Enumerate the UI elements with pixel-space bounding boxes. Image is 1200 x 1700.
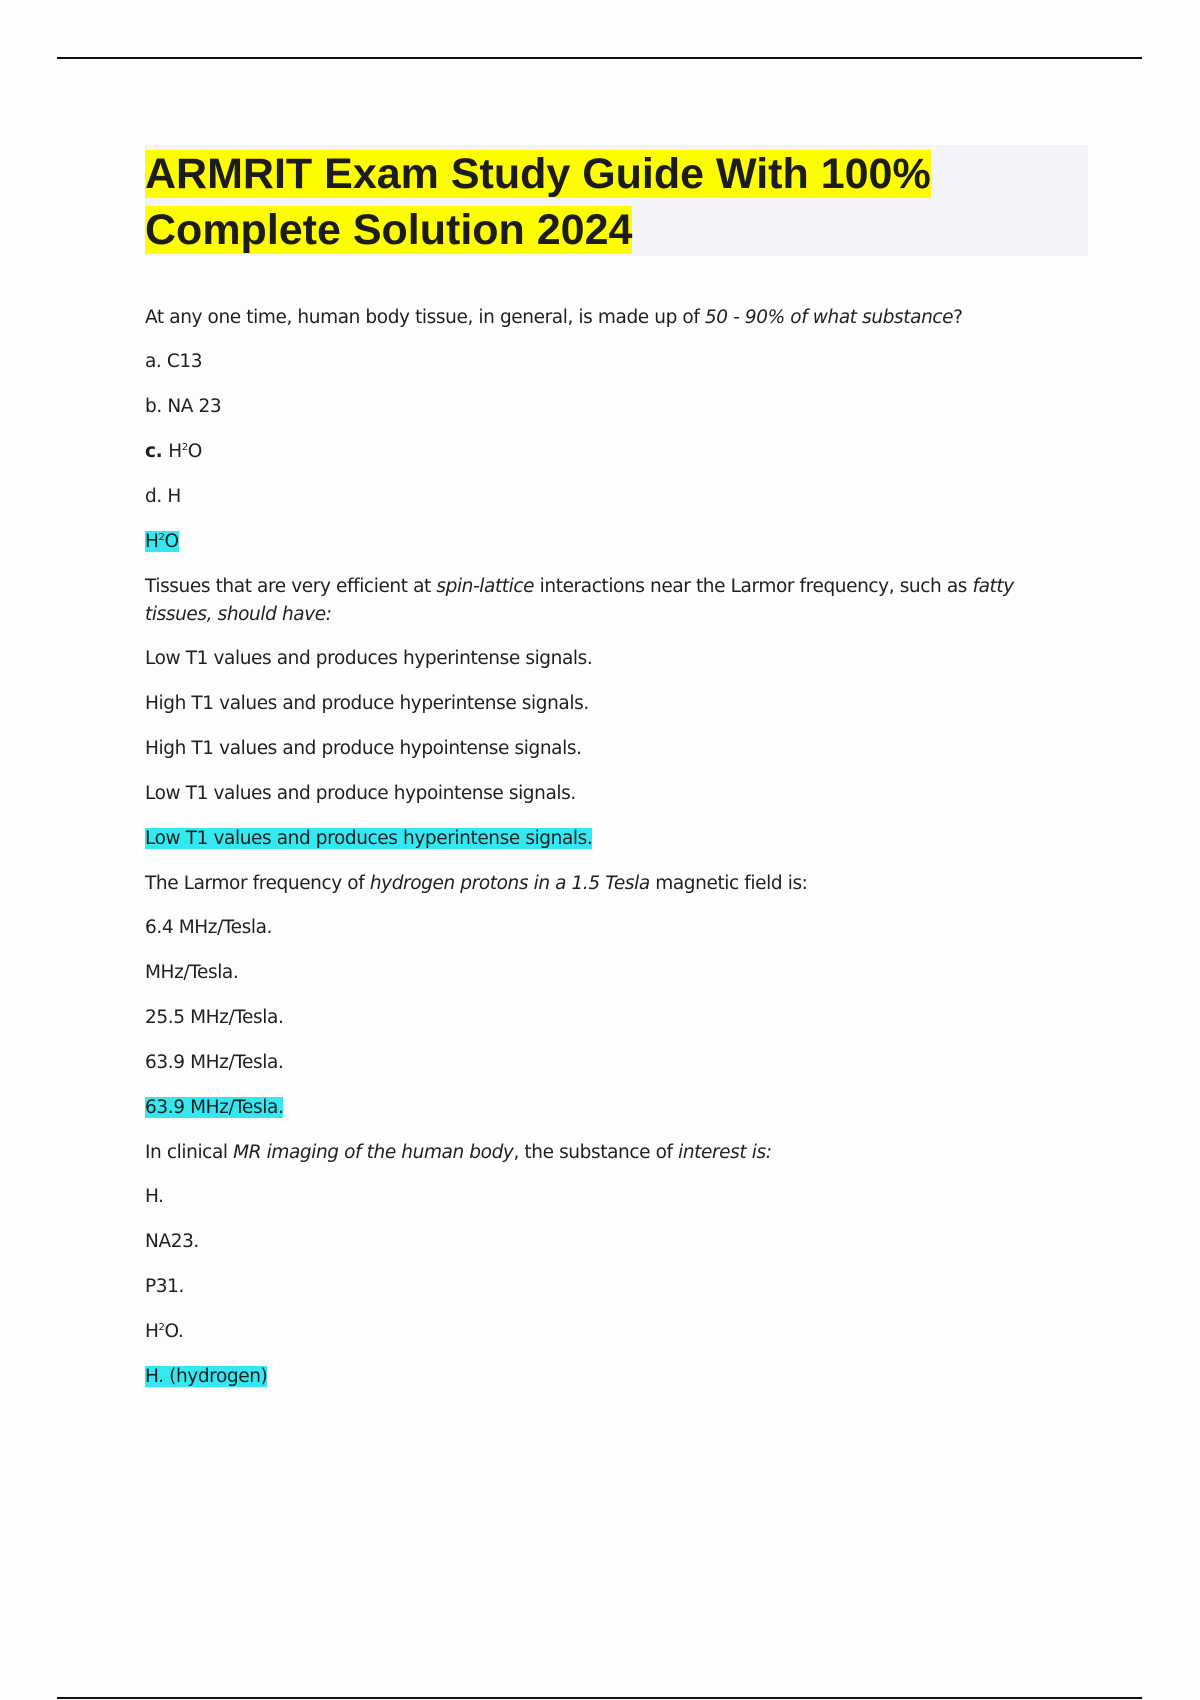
option-3: High T1 values and produce hypointense signals. [145,738,582,759]
option-1: Low T1 values and produces hyperintense signals. [145,648,593,669]
option-3: P31. [145,1276,184,1297]
document-body [145,304,1045,1408]
answer-highlight: $H^2O$ [145,531,179,552]
question-text: In clinical MR imaging of the human body, the substance of interest is: [145,1142,772,1163]
option-d: d. H [145,486,181,507]
top-rule [57,57,1142,59]
answer [145,825,1045,853]
option-2: NA23. [145,1231,199,1252]
option-4: $H^2O$. [145,1321,184,1342]
option-2: MHz/Tesla. [145,962,239,983]
option-a: a. C13 [145,351,203,372]
question-block-4 [145,1139,1045,1391]
option-4: Low T1 values and produce hypointense signals. [145,783,576,804]
document-title [145,146,1085,258]
bottom-rule [57,1697,1142,1699]
question-block-1 [145,304,1045,556]
answer-highlight: H. (hydrogen) [145,1366,268,1387]
option-b: b. NA 23 [145,396,222,417]
question-text: Tissues that are very efficient at spin-lattice interactions near the Larmor frequency, such as fatty tissues, should have: [145,576,1014,625]
option-1: H. [145,1186,164,1207]
question-text: At any one time, human body tissue, in general, is made up of 50 - 90% of what substance? [145,307,963,328]
answer [145,1094,1045,1122]
title-text: ARMRIT Exam Study Guide With 100% Complete Solution 2024 [145,150,931,254]
option-4: 63.9 MHz/Tesla. [145,1052,284,1073]
option-1: 6.4 MHz/Tesla. [145,917,273,938]
answer-highlight: Low T1 values and produces hyperintense signals. [145,828,593,849]
option-3: 25.5 MHz/Tesla. [145,1007,284,1028]
question-text: The Larmor frequency of hydrogen protons in a 1.5 Tesla magnetic field is: [145,873,808,894]
answer [145,1363,1045,1391]
option-c: c. $H^2O$ [145,441,202,462]
option-2: High T1 values and produce hyperintense signals. [145,693,589,714]
question-block-3 [145,870,1045,1122]
answer-highlight: 63.9 MHz/Tesla. [145,1097,284,1118]
answer [145,528,1045,556]
question-block-2 [145,573,1045,853]
